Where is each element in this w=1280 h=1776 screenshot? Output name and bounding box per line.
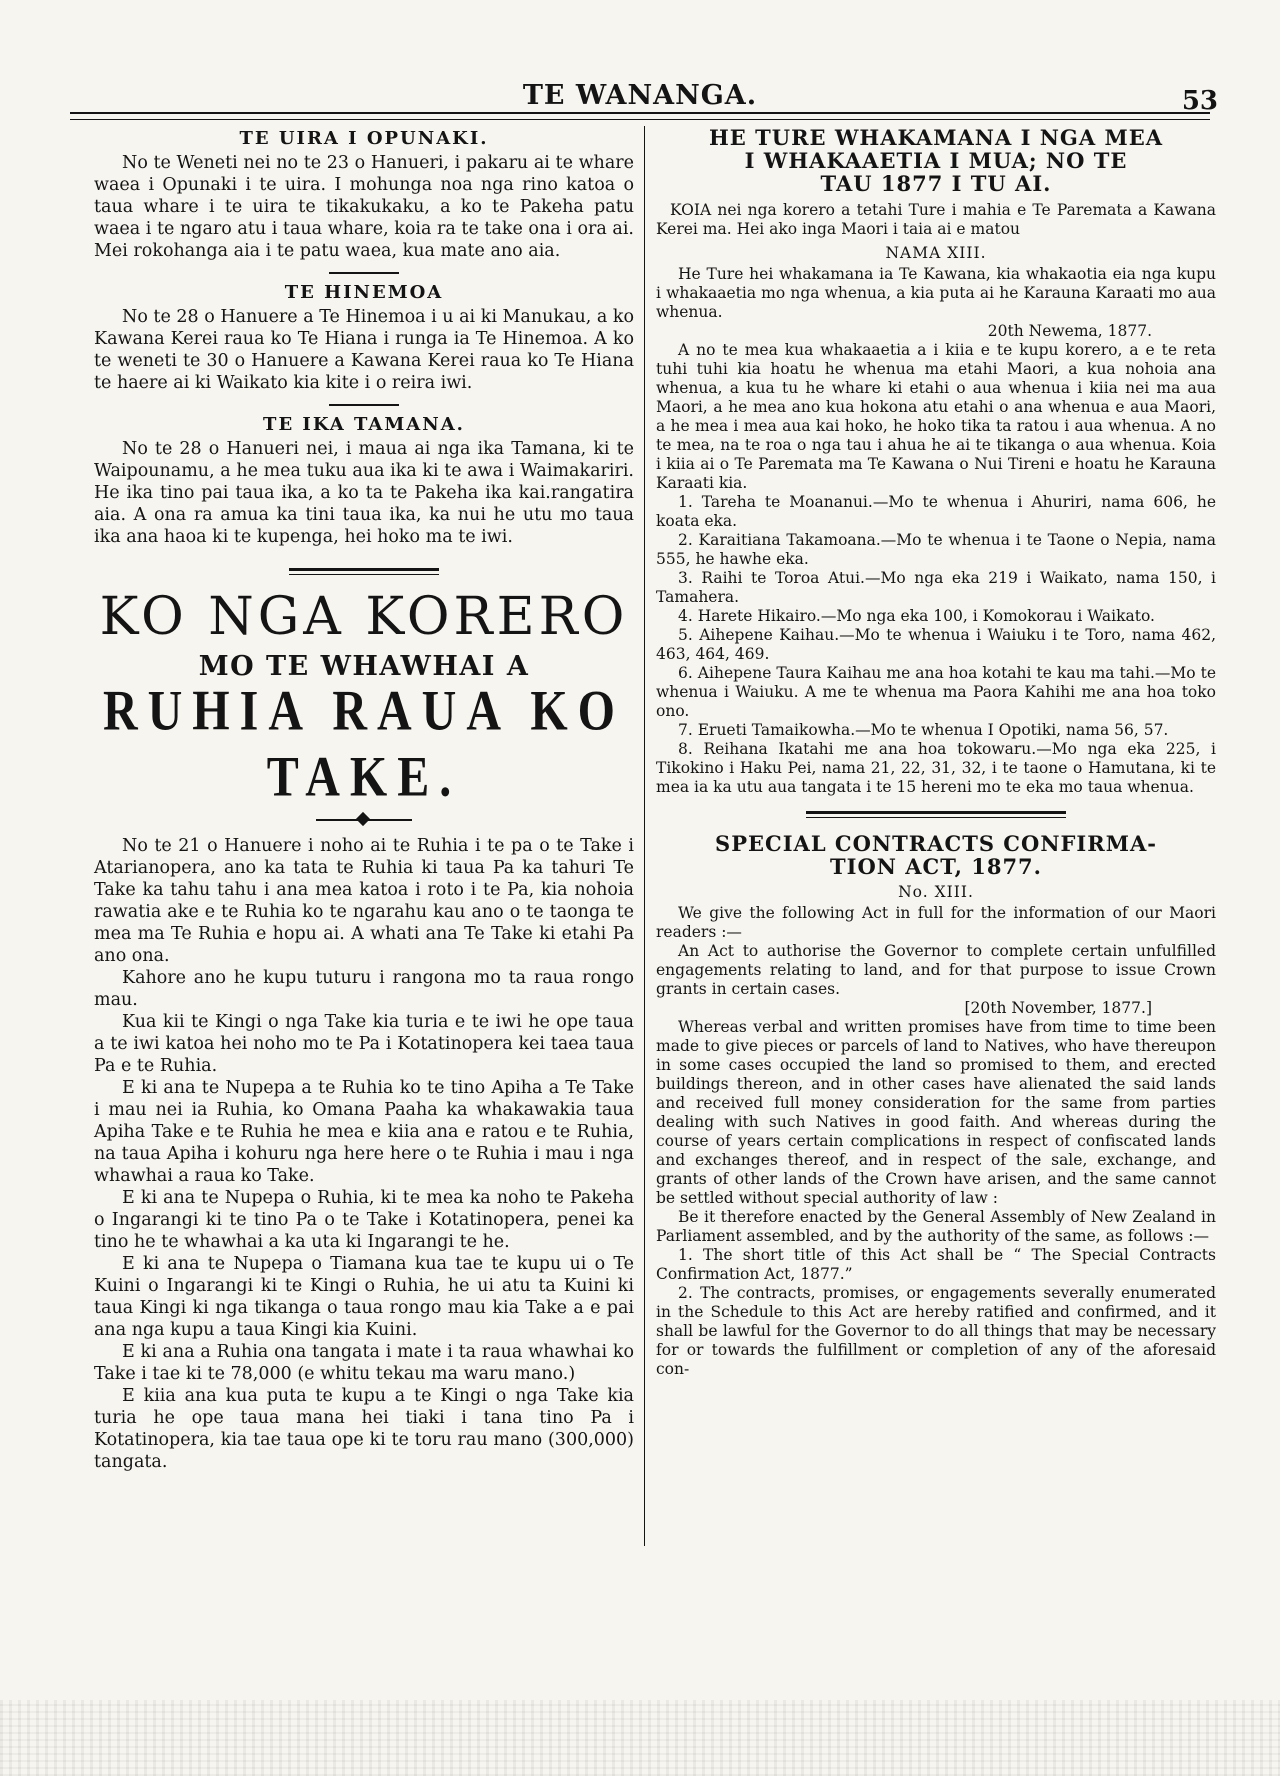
article-paragraph: No te 28 o Hanueri nei, i maua ai nga ika Tamana, ki te Waipounamu, a he mea tuku aua ika ki te awa i Waimakariri. He ika tino pai taua ika, a ko ta te Pakeha ika kai.rangatira aia. A ona ra amua ka tini taua ika, ka nui he utu mo taua ika ana haoa ki te kupenga, hei hoko ma te iwi.	[94, 439, 634, 547]
ornament-rule	[316, 819, 412, 821]
act-date: [20th November, 1877.]	[964, 999, 1152, 1017]
act-item: 2. Karaitiana Takamoana.—Mo te whenua i te Taone o Nepia, nama 555, he hawhe eka.	[656, 531, 1216, 568]
diamond-ornament-icon	[356, 812, 370, 826]
war-paragraph: Kahore ano he kupu tuturu i rangona mo ta raua rongo mau.	[94, 968, 634, 1010]
act-heading-line: SPECIAL CONTRACTS CONFIRMA-	[715, 831, 1157, 856]
act-item: 6. Aihepene Taura Kaihau me ana hoa kotahi te kau ma tahi.—Mo te whenua i Waiuku. A me te whenua ma Paora Kahihi me ana hoa toko ono.	[656, 664, 1216, 720]
page-number: 53	[1181, 86, 1218, 116]
act-item: 3. Raihi te Toroa Atui.—Mo nga eka 219 i Waikato, nama 150, i Tamahera.	[656, 569, 1216, 606]
masthead-rule	[70, 112, 1210, 114]
act-date: 20th Newema, 1877.	[987, 322, 1152, 340]
act-whereas: Whereas verbal and written promises have from time to time been made to give pieces or parcels of land to Natives, who have thereupon in some cases occupied the land so promised to them, and erected buildings thereon, and in other cases have alienated the said lands and received full money consideration for the same from parties dealing with such Natives in good faith. And whereas during the course of years certain complications in respect of confiscated lands and exchanges thereof, and in respect of the sale, exchange, and grants of other lands of the Crown have arisen, and the same cannot be settled without special authority of law :	[656, 1018, 1216, 1207]
english-act	[656, 832, 1216, 1379]
column-divider	[644, 126, 645, 1546]
war-paragraph: E ki ana te Nupepa o Tiamana kua tae te kupu ui o Te Kuini o Ingarangi ki te Kingi o Ruhia, he ui atu ta Kuini ki taua Kingi ki nga tikanga o taua rongo mau kia Take a e pai ana nga kupu a taua Kingi kia Kuini.	[94, 1254, 634, 1340]
article-heading: TE UIRA I OPUNAKI.	[239, 128, 489, 149]
article-hinemoa	[94, 280, 634, 394]
scan-noise	[0, 1700, 1280, 1776]
article-paragraph: No te 28 o Hanuere a Te Hinemoa i u ai ki Manukau, a ko Kawana Kerei raua ko Te Hiana i runga ia Te Hinemoa. A ko te weneti te 30 o Hanuere a Kawana Kerei raua ko Te Hiana te haere ai ki Waikato kia kite i o reira iwi.	[94, 307, 634, 393]
act-item: 5. Aihepene Kaihau.—Mo te whenua i Waiuku i te Toro, nama 462, 463, 464, 469.	[656, 626, 1216, 663]
article-uira	[94, 126, 634, 262]
double-rule	[806, 811, 1066, 818]
section-rule	[329, 272, 399, 274]
banner-line-1: KO NGA KORERO	[99, 587, 629, 647]
right-column	[656, 126, 1216, 1379]
act-heading-line: TAU 1877 I TU AI.	[820, 171, 1052, 196]
masthead-title: TE WANANGA.	[522, 80, 758, 111]
banner-line-2: MO TE WHAWHAI A	[198, 651, 530, 682]
act-item: 8. Reihana Ikatahi me ana hoa tokowaru.—Mo nga eka 225, i Tikokino i Haku Pei, nama 21, 22, 31, 32, i te taone o Hamutana, ki te mea ia ka utu aua tangata i te 15 hereni mo te eka mo taua whenua.	[656, 740, 1216, 796]
double-rule	[289, 568, 439, 575]
act-preamble: He Ture hei whakamana ia Te Kawana, kia whakaotia eia nga kupu i whakaaetia mo nga whenua, a kia puta ai he Karauna Karaati mo aua whenua.	[656, 265, 1216, 321]
act-number: No. XIII.	[898, 883, 974, 901]
banner-line-3: RUHIA RAUA KO TAKE.	[102, 680, 626, 809]
masthead-rule	[70, 119, 1210, 120]
article-heading: TE HINEMOA	[284, 282, 444, 303]
war-paragraph: E ki ana a Ruhia ona tangata i mate i ta raua whawhai ko Take i tae ki te 78,000 (e whitu tekau ma waru mano.)	[94, 1342, 634, 1384]
act-title-text: An Act to authorise the Governor to complete certain unfulfilled engagements relating to land, and for that purpose to issue Crown grants in certain cases.	[656, 942, 1216, 998]
war-paragraph: E ki ana te Nupepa o Ruhia, ki te mea ka noho te Pakeha o Ingarangi ki te tino Pa o te Take i Kotatinopera, penei ka tino he te whawhai a ka uta ki Ingarangi te he.	[94, 1188, 634, 1252]
article-heading: TE IKA TAMANA.	[263, 414, 465, 435]
act-item: 4. Harete Hikairo.—Mo nga eka 100, i Komokorau i Waikato.	[678, 607, 1155, 625]
act-whereas: A no te mea kua whakaaetia a i kiia e te kupu korero, a e te reta tuhi tuhi kia hoatu he whenua ma etahi Maori, a kua nohoia ana whenua, a kua tu he whare ki etahi o aua whenua i kiia nei ma aua Maori, a he mea ano kua hokona atu etahi o ana whenua e aua Maori, a he mea i mea aua kai hoko, he hoko tika ta ratou i aua whenua. A no te mea, na te roa o nga tau i ahua he ai te tikanga o aua whenua. Koia i kiia ai o Te Paremata ma Te Kawana o Nui Tireni e hoatu he Karauna Karaati kia.	[656, 341, 1216, 492]
act-heading-line: I WHAKAAETIA I MUA; NO TE	[744, 148, 1128, 173]
war-paragraph: No te 21 o Hanuere i noho ai te Ruhia i te pa o te Take i Atarianopera, ano ka tata te Ruhia ki taua Pa ka tahuri Te Take ka tahu tahu i ana mea katoa i roto i te Pa, kia nohoia rawatia ake e te Ruhia ko te ngarahu kau ano o te taonga te mea ma Te Ruhia e hopu ai. A whati ana Te Take ki etahi Pa ano ona.	[94, 836, 634, 966]
act-enacted: Be it therefore enacted by the General Assembly of New Zealand in Parliament assembled, and by the authority of the same, as follows :—	[656, 1208, 1216, 1245]
act-item: 7. Erueti Tamaikowha.—Mo te whenua I Opotiki, nama 56, 57.	[678, 721, 1169, 739]
war-paragraph: E kiia ana kua puta te kupu a te Kingi o nga Take kia turia he ope taua mana hei tiaki i tana tino Pa i Kotatinopera, kia tae taua ope ki te toru rau mano (300,000) tangata.	[94, 1386, 634, 1472]
war-article	[94, 835, 634, 1473]
act-item: 1. Tareha te Moananui.—Mo te whenua i Ahuriri, nama 606, he koata eka.	[656, 493, 1216, 530]
act-intro: KOIA nei nga korero a tetahi Ture i mahia e Te Paremata a Kawana Kerei ma. Hei ako inga Maori i taia ai e matou	[656, 201, 1216, 238]
war-paragraph: E ki ana te Nupepa a te Ruhia ko te tino Apiha a Te Take i mau nei ia Ruhia, ko Omana Paaha ka whakawakia taua Apiha Take e te Ruhia he mea e kiia ana e ratou e te Ruhia, na taua Apiha i kohuru nga here here o te Ruhia i mau i nga whawhai a raua ko Take.	[94, 1078, 634, 1186]
war-banner	[94, 587, 634, 809]
act-clause: 2. The contracts, promises, or engagements severally enumerated in the Schedule to this Act are hereby ratified and confirmed, and it shall be lawful for the Governor to do all things that may be necessary for or towards the fulfillment or completion of any of the aforesaid con-	[656, 1284, 1216, 1378]
section-rule	[329, 404, 399, 406]
war-paragraph: Kua kii te Kingi o nga Take kia turia e te iwi he ope taua a te iwi katoa hei noho mo te Pa i Kotatinopera kei taea taua Pa e te Ruhia.	[94, 1012, 634, 1076]
left-column	[94, 126, 634, 1473]
act-number: NAMA XIII.	[885, 244, 987, 262]
act-clause: 1. The short title of this Act shall be “ The Special Contracts Confirmation Act, 1877.”	[656, 1246, 1216, 1283]
article-paragraph: No te Weneti nei no te 23 o Hanueri, i pakaru ai te whare waea i Opunaki i te uira. I mohunga noa nga rino katoa o taua whare i te uira te tikakukaku, a ko te Pakeha patu waea i te ngaro atu i taua whare, koia ra te take ona i ora ai. Mei rokohanga aia i te patu waea, kua mate ano aia.	[94, 153, 634, 261]
maori-act	[656, 126, 1216, 797]
article-ika-tamana	[94, 412, 634, 548]
act-heading-line: HE TURE WHAKAMANA I NGA MEA	[708, 125, 1164, 150]
act-intro: We give the following Act in full for the information of our Maori readers :—	[656, 904, 1216, 941]
act-heading-line: TION ACT, 1877.	[830, 854, 1042, 879]
